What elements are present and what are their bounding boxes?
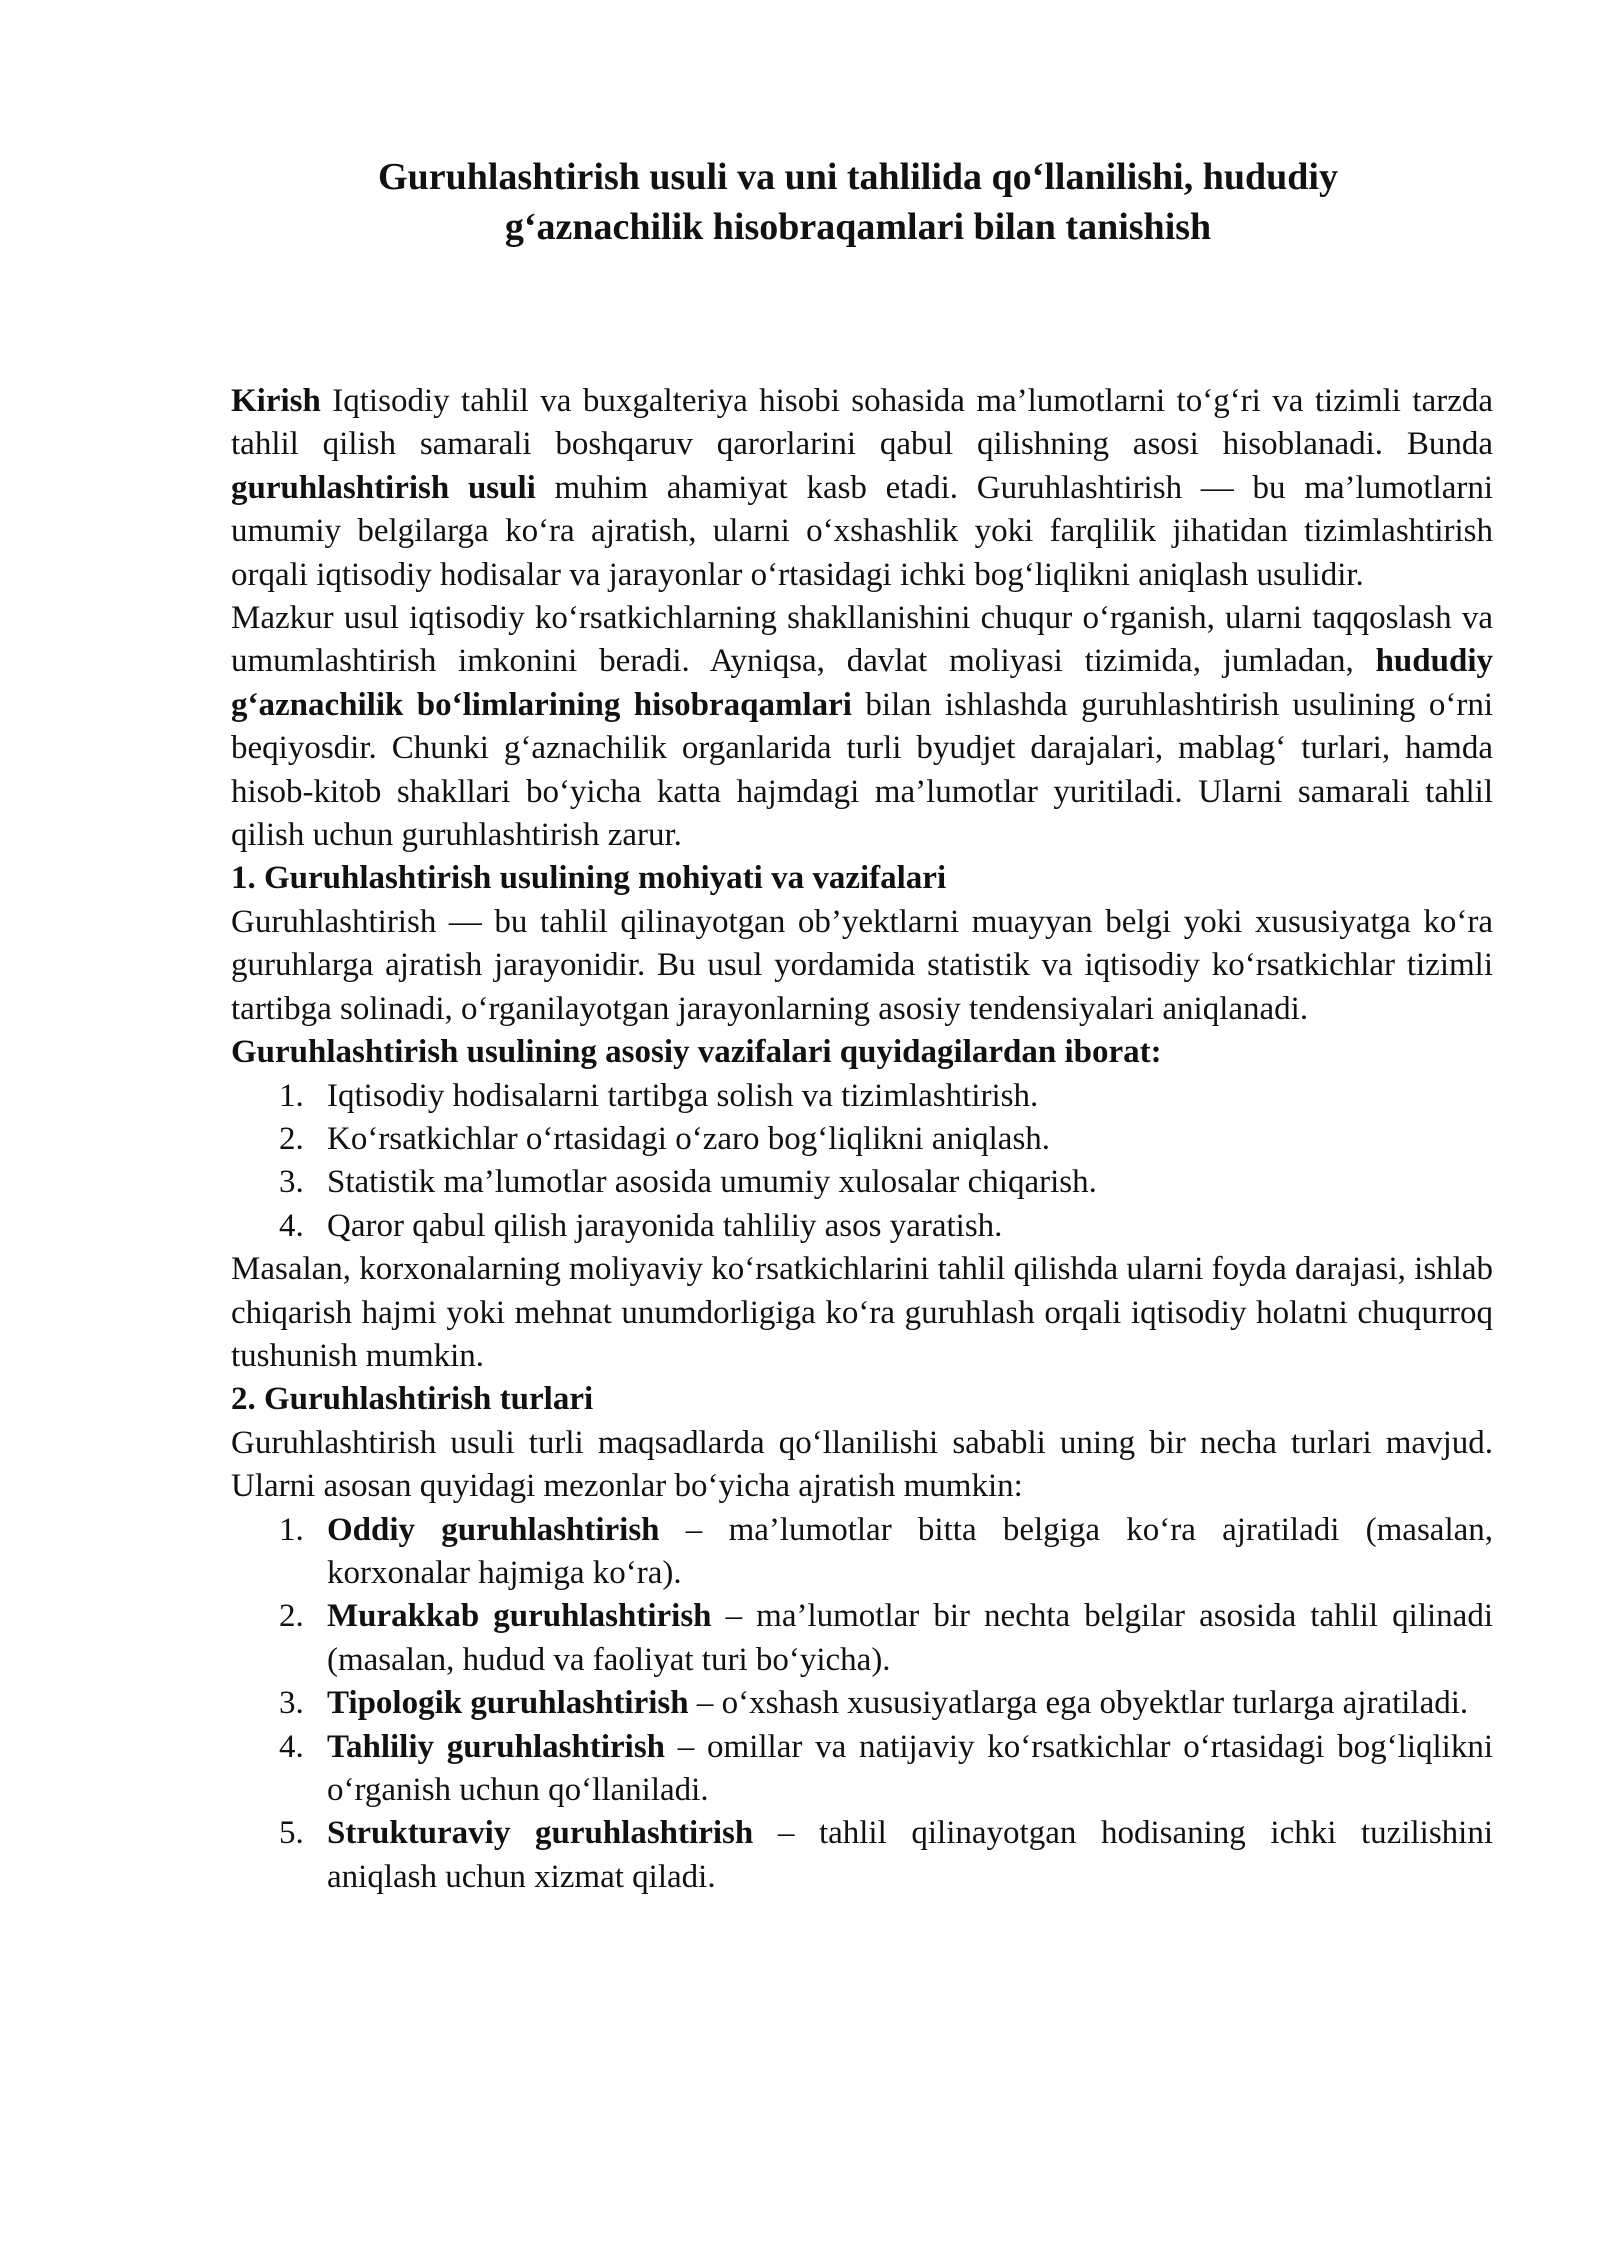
list-number: 2. xyxy=(279,1120,304,1157)
section-1-heading: 1. Guruhlashtirish usulining mohiyati va vazifalari xyxy=(231,860,947,897)
type-description: – tahlil qilinayotgan hodisaning ichki tuzilishini aniqlash uchun xizmat qiladi. xyxy=(327,1815,1494,1895)
intro-bold-term: guruhlashtirish usuli xyxy=(231,469,536,506)
list-number: 2. xyxy=(279,1598,304,1635)
list-number: 1. xyxy=(279,1077,304,1114)
intro-paragraph xyxy=(231,380,1493,597)
intro-text-2: muhim ahamiyat kasb etadi. Guruhlashtirish — bu ma’lumotlarni umumiy belgilarga ko‘ra ajratish, ularni o‘xshashlik yoki farqlilik jihatidan tizimlashtirish orqali iqtisodiy hodisalar va jarayonlar o‘rtasidagi ichki bog‘liqlikni aniqlash usulidir. xyxy=(231,469,1494,593)
list-item xyxy=(231,1682,1493,1725)
list-item-text: Statistik ma’lumotlar asosida umumiy xulosalar chiqarish. xyxy=(327,1164,1097,1201)
title-line-2: g‘aznachilik hisobraqamlari bilan tanishish xyxy=(504,206,1212,248)
para2-text-2: bilan ishlashda guruhlashtirish usulining o‘rni beqiyosdir. Chunki g‘aznachilik organlarida turli byudjet darajalari, mablag‘ turlari, hamda hisob-kitob shakllari bo‘yicha katta hajmdagi ma’lumotlar yuritiladi. Ularni samarali tahlil qilish uchun guruhlashtirish zarur. xyxy=(231,686,1493,854)
tasks-list xyxy=(231,1075,1493,1249)
type-term: Tahliliy guruhlashtirish xyxy=(327,1728,666,1765)
list-item-text: Iqtisodiy hodisalarni tartibga solish va tizimlashtirish. xyxy=(327,1077,1039,1114)
type-description: – omillar va natijaviy ko‘rsatkichlar o‘rtasidagi bog‘liqlikni o‘rganish uchun qo‘llaniladi. xyxy=(327,1728,1493,1808)
list-item xyxy=(231,1595,1493,1682)
list-item-text: Qaror qabul qilish jarayonida tahliliy asos yaratish. xyxy=(327,1207,1003,1244)
list-item xyxy=(231,1812,1493,1899)
type-term: Tipologik guruhlashtirish xyxy=(327,1685,689,1722)
list-item xyxy=(231,1118,1493,1161)
list-item xyxy=(231,1726,1493,1813)
list-item xyxy=(231,1509,1493,1596)
title-line-1: Guruhlashtirish usuli va uni tahlilida qo‘llanilishi, hududiy xyxy=(378,156,1338,198)
list-number: 5. xyxy=(279,1815,304,1852)
intro-lead: Kirish xyxy=(231,383,321,419)
list-number: 1. xyxy=(279,1511,304,1548)
list-number: 4. xyxy=(279,1207,304,1244)
types-list xyxy=(231,1509,1493,1900)
type-term: Strukturaviy guruhlashtirish xyxy=(327,1815,754,1852)
second-paragraph xyxy=(231,597,1493,857)
list-number: 3. xyxy=(279,1685,304,1722)
list-item-text: Ko‘rsatkichlar o‘rtasidagi o‘zaro bog‘liqlikni aniqlash. xyxy=(327,1120,1051,1157)
para2-text-1: Mazkur usul iqtisodiy ko‘rsatkichlarning shakllanishini chuqur o‘rganish, ularni taqqoslash va umumlashtirish imkonini beradi. Ayniqsa, davlat moliyasi tizimida, jumladan, xyxy=(231,600,1493,680)
type-description: – o‘xshash xususiyatlarga ega obyektlar turlarga ajratiladi. xyxy=(688,1685,1469,1722)
list-item xyxy=(231,1161,1493,1204)
section-1-paragraph: Guruhlashtirish — bu tahlil qilinayotgan ob’yektlarni muayyan belgi yoki xususiyatga ko‘ra guruhlarga ajratish jarayonidir. Bu usul yordamida statistik va iqtisodiy ko‘rsatkichlar tizimli tartibga solinadi, o‘rganilayotgan jarayonlarning asosiy tendensiyalari aniqlanadi. xyxy=(231,903,1493,1027)
type-term: Murakkab guruhlashtirish xyxy=(327,1598,712,1635)
section-2-paragraph: Guruhlashtirish usuli turli maqsadlarda qo‘llanilishi sababli uning bir necha turlari mavjud. Ularni asosan quyidagi mezonlar bo‘yicha ajratish mumkin: xyxy=(231,1424,1493,1505)
list-number: 4. xyxy=(279,1728,304,1765)
document-title xyxy=(300,152,1416,252)
section-1-subheading: Guruhlashtirish usulining asosiy vazifalari quyidagilardan iborat: xyxy=(231,1034,1162,1071)
para2-bold-term: hududiy g‘aznachilik bo‘limlarining hisobraqamlari xyxy=(231,643,1493,723)
list-item xyxy=(231,1205,1493,1248)
document-body xyxy=(231,380,1493,1899)
type-description: – ma’lumotlar bitta belgiga ko‘ra ajratiladi (masalan, korxonalar hajmiga ko‘ra). xyxy=(327,1511,1494,1591)
section-2-heading: 2. Guruhlashtirish turlari xyxy=(231,1381,594,1418)
list-item xyxy=(231,1075,1493,1118)
intro-text-1: Iqtisodiy tahlil va buxgalteriya hisobi sohasida ma’lumotlarni to‘g‘ri va tizimli tarzda tahlil qilish samarali boshqaruv qarorlarini qabul qilishning asosi hisoblanadi. Bunda xyxy=(231,383,1493,463)
type-term: Oddiy guruhlashtirish xyxy=(327,1511,660,1548)
section-1-example: Masalan, korxonalarning moliyaviy ko‘rsatkichlarini tahlil qilishda ularni foyda darajasi, ishlab chiqarish hajmi yoki mehnat unumdorligiga ko‘ra guruhlash orqali iqtisodiy holatni chuqurroq tushunish mumkin. xyxy=(231,1251,1493,1374)
type-description: – ma’lumotlar bir nechta belgilar asosida tahlil qilinadi (masalan, hudud va faoliyat turi bo‘yicha). xyxy=(327,1598,1493,1678)
list-number: 3. xyxy=(279,1164,304,1201)
